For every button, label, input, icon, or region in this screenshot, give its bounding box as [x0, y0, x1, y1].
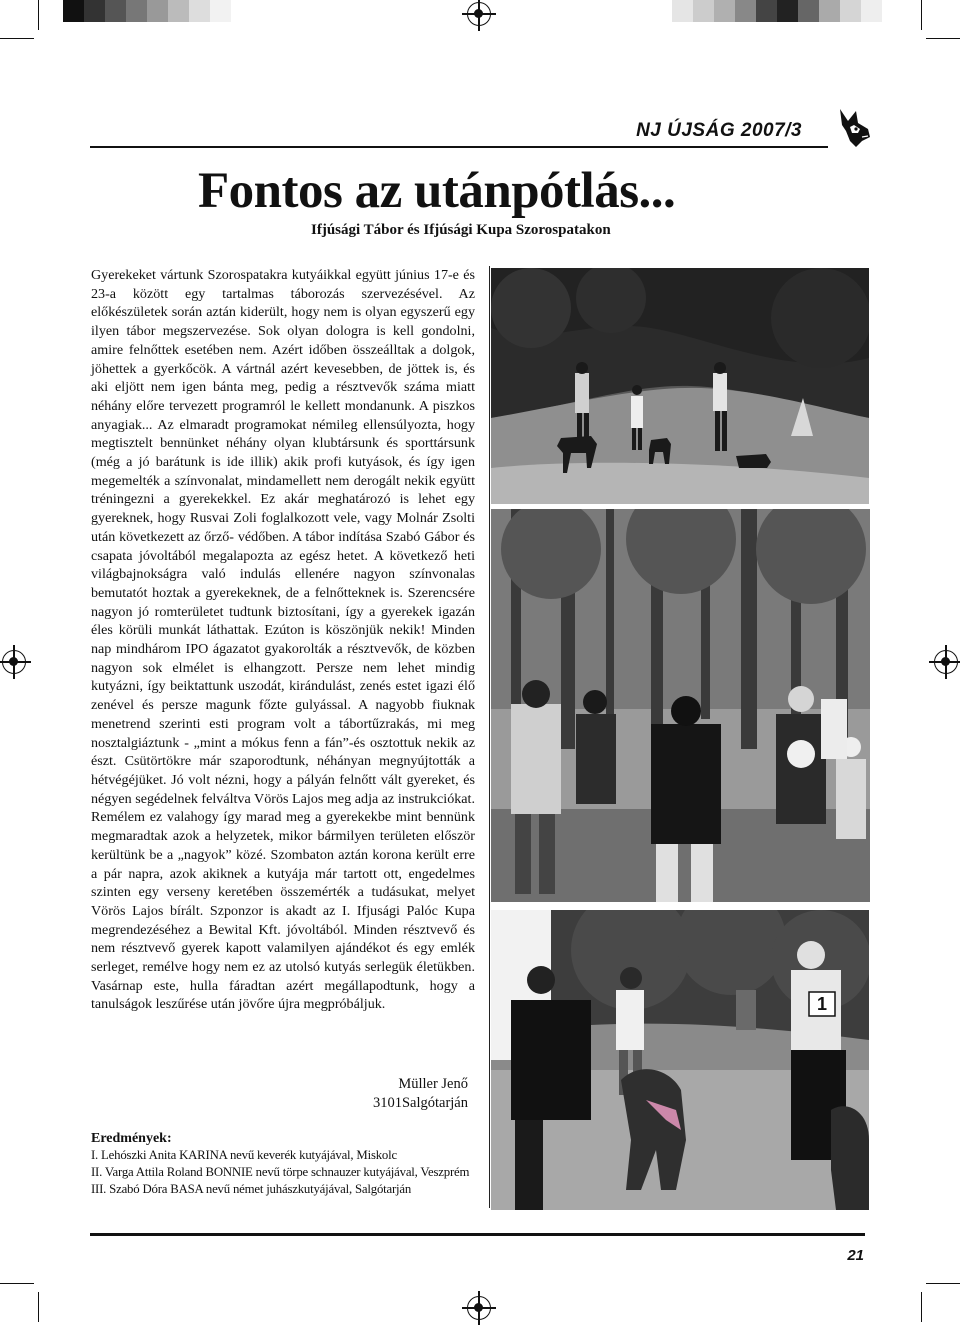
crop-mark [921, 0, 922, 30]
competitor-bib-number: 1 [816, 994, 828, 1014]
result-item: III. Szabó Dóra BASA nevű német juhászkutyájával, Salgótarján [91, 1182, 412, 1196]
crop-mark [38, 1292, 39, 1322]
results-section [91, 1130, 483, 1198]
registration-mark-icon [934, 650, 958, 674]
author-location: 3101Salgótarján [372, 1095, 468, 1111]
dog-head-icon [836, 107, 872, 149]
crop-mark [0, 38, 34, 39]
issue-header: NJ ÚJSÁG 2007/3 [636, 120, 802, 141]
photo-dog-training-field [491, 268, 869, 504]
crop-mark [921, 1292, 922, 1322]
footer-rule [90, 1233, 865, 1236]
column-divider [489, 266, 490, 1208]
photo-forest-group [491, 509, 870, 902]
author-signature [360, 1075, 468, 1113]
photo-competition-girls-dogs [491, 910, 869, 1210]
crop-mark [0, 1283, 34, 1284]
crop-mark [926, 38, 960, 39]
result-item: I. Lehószki Anita KARINA nevű keverék kutyájával, Miskolc [91, 1148, 397, 1162]
crop-mark [926, 1283, 960, 1284]
registration-mark-icon [467, 2, 491, 26]
registration-mark-icon [467, 1296, 491, 1320]
crop-mark [38, 0, 39, 30]
result-item: II. Varga Attila Roland BONNIE nevű törpe schnauzer kutyájával, Veszprém [91, 1165, 470, 1179]
page-number: 21 [847, 1247, 864, 1264]
article-title: Fontos az utánpótlás... [198, 163, 676, 219]
article-subtitle: Ifjúsági Tábor és Ifjúsági Kupa Szorospatakon [311, 222, 611, 238]
header-rule [90, 146, 828, 148]
article-body: Gyerekeket vártunk Szorospatakra kutyáikkal együtt június 17-e és 23-a között egy tartalmas táborozás szervezésével. Az előkészületek során aztán kiderült, hogy nem is olyan egyszerű egy ilyen tábor megszervezése. Sok olyan dologra is kell gondolni, amire felnőttek esetében nem. Azért időben összeálltak a dolgok, jöhettek a gyerkőcök. A vártnál azért kevesebben, de jöttek is, és aki eljött nem igen bánta meg, pedig a résztvevők száma miatt néhány előre tervezett programról le kellett mondanunk. A piszkos anyagiak... Az elmaradt programokat némileg ellensúlyozta, hogy megtisztelt bennünket néhány olyan klubtársunk és sporttársunk (még a jó barátunk is ide illik) akik profi kutyások, és így igen megemelték a színvonalat, mindamellett nem derogált nekik együtt tréningezni a gyerekekkel. Ez akár meghatározó is lehet egy gyereknek, hogy Rusvai Zoli foglalkozott vele, vagy Molnár Zsolti után következett az őrző- védőben. A tábor indítása Szabó Gábor és csapata jóvoltából megalapozta az egész hetet. A következő heti világbajnokságra való indulás ellenére nagyon színvonalas bemutatót hoztak a gyerekeknek, de a felnőtteknek is. Szerencsére nagyon jó romterületet tudtunk biztosítani, így a gyerekek igazán éles körüli munkát láthattak. Ezúton is köszönjük nekik! Minden nap mindhárom IPO ágazatot gyakorolták a résztvevők, de közben nagyon sok elmélet is elhangzott. Persze nem lehet mindig kutyázni, így beiktattunk uszodát, kirándulást, zenés estet igazi élő zenével és persze magunk főzte gulyással. A nagyobb fiuknak menetrend szerinti esti program volt a tábortűzrakás, mi meg nosztalgiáztunk - „mint a mókus fenn a fán”-és osztottuk nekik az észt. Csütörtökre már szaporodtunk, néhányan megnyújtották a hétvégéjüket. Jó volt nézni, hogy a pályán felnőtt vált gyereket, és négyen segédelnek felváltva Vörös Lajos meg adja az instrukciókat. Remélem ez valahogy így marad meg a gyerekekbe mint bennünk megmaradtak azok a helyzetek, mikor bármilyen területen először kerültünk be a „nagyok” közé. Szombaton aztán korona került erre a pár napra, azok akiknek a kutyája már tartott ott, engedelmes szinten egy verseny keretében összemérték a tudásukat, melyet Vörös Lajos bírált. Szponzor is akadt az I. Ifjusági Palóc Kupa megrendezéséhez a Bewital Kft. jóvoltából. Minden résztvevő és nem résztvevő gyerek kapott valamilyen ajándékot és egy emlék serleget, remélve hogy nem ez az utolsó kutyás serlegük életükben. Vasárnap este, hulla fáradtan azért megállapodtunk, hogy a tanulságok leszűrése után jövőre újra megpróbáljuk. [91, 267, 475, 1013]
author-name: Müller Jenő [398, 1076, 468, 1092]
registration-mark-icon [2, 650, 26, 674]
color-bar-right [672, 0, 882, 22]
color-bar-left [63, 0, 231, 22]
results-heading: Eredmények: [91, 1131, 172, 1146]
